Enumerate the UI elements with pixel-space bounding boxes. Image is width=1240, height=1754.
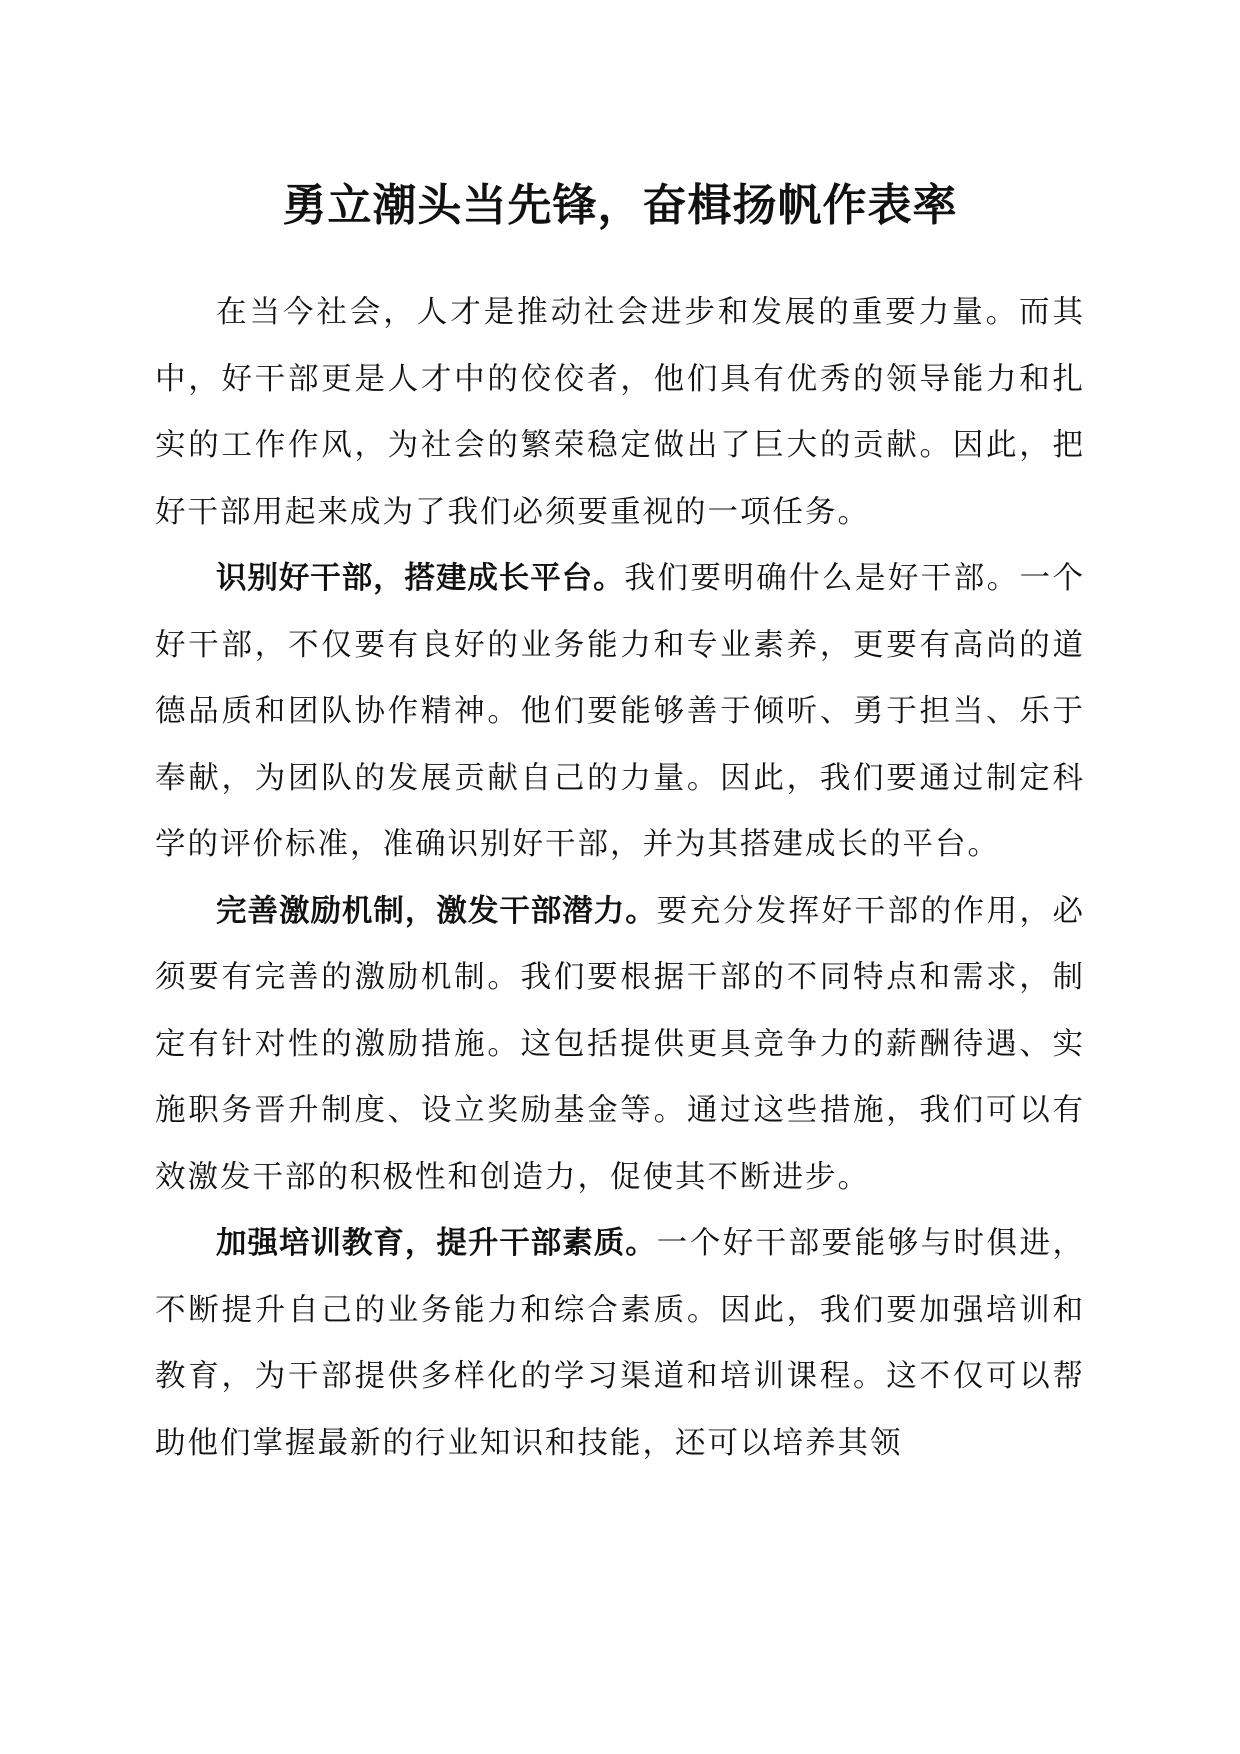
paragraph-text: 我们要明确什么是好干部。一个好干部，不仅要有良好的业务能力和专业素养，更要有高尚的道德品质和团队协作精神。他们要能够善于倾听、勇于担当、乐于奉献，为团队的发展贡献自己的力量。因此，我们要通过制定科学的评价标准，准确识别好干部，并为其搭建成长的平台。 [155,561,1085,862]
paragraph-heading: 加强培训教育，提升干部素质。 [216,1226,657,1261]
paragraph-incentive-mechanism [155,879,1085,1212]
document-body [155,280,1085,1477]
paragraph-identify-cadres [155,546,1085,879]
paragraph-text: 在当今社会，人才是推动社会进步和发展的重要力量。而其中，好干部更是人才中的佼佼者，他们具有优秀的领导能力和扎实的工作作风，为社会的繁荣稳定做出了巨大的贡献。因此，把好干部用起来成为了我们必须要重视的一项任务。 [155,295,1085,530]
paragraph-intro [155,280,1085,546]
paragraph-heading: 识别好干部，搭建成长平台。 [216,561,625,596]
paragraph-text: 要充分发挥好干部的作用，必须要有完善的激励机制。我们要根据干部的不同特点和需求，制定有针对性的激励措施。这包括提供更具竞争力的薪酬待遇、实施职务晋升制度、设立奖励基金等。通过这些措施，我们可以有效激发干部的积极性和创造力，促使其不断进步。 [155,893,1086,1195]
paragraph-text: 一个好干部要能够与时俱进，不断提升自己的业务能力和综合素质。因此，我们要加强培训和教育，为干部提供多样化的学习渠道和培训课程。这不仅可以帮助他们掌握最新的行业知识和技能，还可以培养其领 [155,1226,1086,1461]
document-title: 勇立潮头当先锋，奋楫扬帆作表率 [282,180,958,231]
paragraph-training-education [155,1211,1085,1477]
paragraph-heading: 完善激励机制，激发干部潜力。 [216,893,657,929]
